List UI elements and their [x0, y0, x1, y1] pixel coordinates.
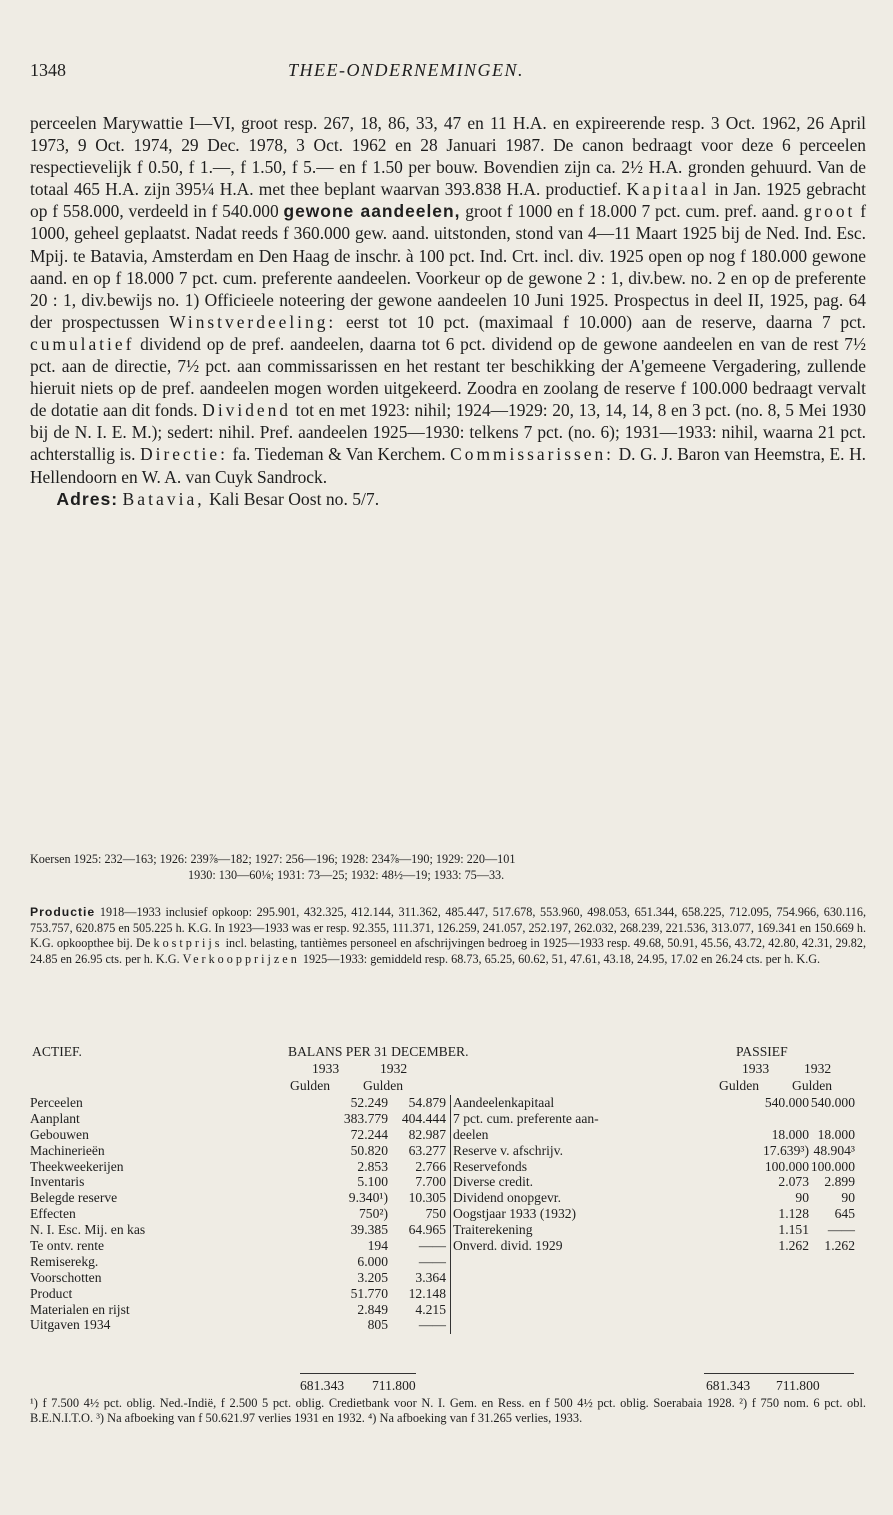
- value-1933: 5.100: [357, 1174, 388, 1190]
- row-label: deelen: [453, 1126, 489, 1142]
- balance-row: [30, 1095, 446, 1111]
- commissarissen-heading: Commissarissen:: [450, 444, 615, 465]
- value-1932: 82.987: [408, 1126, 446, 1142]
- year-col: 1932: [380, 1061, 408, 1076]
- row-label: 7 pct. cum. preferente aan-: [453, 1110, 599, 1126]
- value-1933: 805: [367, 1317, 388, 1333]
- text-run: perceelen Marywattie I—VI, groot resp. 267, 18, 86, 33, 47 en 11 H.A. en expireerende resp. 3 Oct. 1962, 26 April 1973, 9 Oct. 1974, 29 Dec. 1978, 3 Oct. 1962 en 28 Januari 1987. De canon bedraagt voor deze 6 perceelen respectievelijk f 0.50, f 1.—, f 1.50, f 5.— en f 1.50 per bouw. Bovendien zijn ca. 2½ H.A. gronden gehuurd. Van de totaal 465 H.A. zijn 395¼ H.A. met thee beplant waarvan 393.838 H.A. productief.: [30, 113, 866, 200]
- value-1933: 1.151: [778, 1222, 809, 1238]
- row-label: Perceelen: [30, 1095, 83, 1110]
- koersen-line: 1930: 130—60⅛; 1931: 73—25; 1932: 48½—19; 1933: 75—33.: [188, 867, 505, 882]
- value-1932: 3.364: [415, 1269, 446, 1285]
- balance-row: [30, 1317, 446, 1333]
- text-run: 1918—1933 inclusief opkoop: 295.901, 432.325, 412.144, 311.362, 485.447, 517.678, 553.960, 498.053, 651.344, 658.225, 712.095, 754.966, 630.116, 753.757, 620.875 en 505.225 h. K.G. In 1923—1933 was er resp. 92.355, 111.371, 126.259, 241.057, 252.197, 262.032, 268.239, 221.536, 313.077, 169.341 en 150.669 h. K.G. opkoopthee bij. De: [30, 905, 867, 951]
- balance-row: [30, 1254, 446, 1270]
- row-label: Gebouwen: [30, 1126, 89, 1142]
- row-label: Diverse credit.: [453, 1174, 534, 1190]
- groot-heading: groot: [803, 201, 856, 222]
- row-label: N. I. Esc. Mij. en kas: [30, 1222, 146, 1238]
- balance-row: [30, 1270, 446, 1286]
- balance-row: [451, 1222, 867, 1238]
- row-label: Reservefonds: [453, 1158, 527, 1174]
- text-run: dividend op de pref. aandeelen, daarna tot 6 pct. dividend op de gewone aandeelen en van de rest 7½ pct. aan de directie, 7½ pct. aan commissarissen en het restant ter beschikking der A'gemeene Vergadering, zullende hieruit niets op de pref. aandeelen mogen worden uitgekeerd. Zoodra en zoolang de reserve f 100.000 bedraagt vervalt de dotatie aan dit fonds.: [30, 333, 866, 421]
- total-rule: [704, 1373, 854, 1374]
- row-label: Aanplant: [30, 1110, 80, 1126]
- value-1933: 52.249: [350, 1095, 388, 1110]
- value-1933: 3.205: [357, 1269, 388, 1285]
- productie-block: [30, 905, 866, 967]
- total-rule: [300, 1373, 416, 1374]
- value-1933: 90: [795, 1190, 809, 1206]
- gewone-aandeelen-heading: gewone aandeelen,: [283, 201, 461, 222]
- balance-row: [451, 1206, 867, 1222]
- text-run: in Jan. 1925 gebracht op f 558.000, verdeeld in f 540.000: [30, 179, 866, 222]
- value-1933: 100.000: [764, 1158, 809, 1174]
- dividend-heading: Dividend: [202, 400, 292, 421]
- cumulatief-heading: cumulatief: [30, 333, 135, 354]
- actief-label: ACTIEF.: [32, 1044, 82, 1059]
- row-label: Oogstjaar 1933 (1932): [453, 1206, 577, 1222]
- row-label: Aandeelenkapitaal: [453, 1095, 555, 1110]
- value-1932: 4.215: [415, 1301, 446, 1317]
- value-1932: 540.000: [810, 1095, 855, 1110]
- value-1933: 17.639³): [763, 1142, 809, 1158]
- value-1932: 1.262: [824, 1238, 855, 1254]
- balance-row: [451, 1127, 867, 1143]
- value-1933: 750²): [359, 1206, 388, 1222]
- value-1933: 50.820: [350, 1142, 388, 1158]
- value-1932: 404.444: [401, 1110, 446, 1126]
- winstverdeeling-heading: Winstverdeeling:: [169, 311, 337, 332]
- balance-row: [30, 1174, 446, 1190]
- actief-list: [30, 1095, 446, 1334]
- balance-row: [451, 1174, 867, 1190]
- unit-col: Gulden: [719, 1078, 760, 1093]
- unit-col: Gulden: [363, 1078, 404, 1093]
- value-1932: 12.148: [408, 1285, 446, 1301]
- value-1932: 54.879: [408, 1095, 446, 1110]
- text-run: incl. belasting, tantièmes personeel en afschrijvingen bedroeg in 1925—1933 resp. 49.68, 50.91, 45.56, 43.72, 42.80, 42.31, 29.82, 24.85 en 26.95 cts. per h. K.G.: [30, 936, 867, 966]
- row-label: Inventaris: [30, 1174, 85, 1190]
- total-actief-1932: 711.800: [372, 1378, 416, 1393]
- row-label: Voorschotten: [30, 1269, 102, 1285]
- balance-row: [30, 1143, 446, 1159]
- productie-label: Productie: [30, 905, 96, 919]
- passief-label: PASSIEF: [736, 1044, 788, 1059]
- balance-row: [451, 1159, 867, 1175]
- row-label: Theekweekerijen: [30, 1158, 124, 1174]
- value-1932: 18.000: [817, 1126, 855, 1142]
- adres-label: Adres:: [56, 488, 119, 509]
- row-label: Reserve v. afschrijv.: [453, 1142, 563, 1158]
- total-actief-1933: 681.343: [300, 1378, 345, 1393]
- balance-sheet: [30, 1044, 866, 1333]
- text-run: f 1000, geheel geplaatst. Nadat reeds f 360.000 gew. aand. uitstonden, stond van 4—11 Maart 1925 bij de Ned. Ind. Esc. Mpij. te Batavia, Amsterdam en Den Haag de inschr. à 100 pct. Ind. Crt. incl. div. 1925 open op nog f 180.000 gewone aand. en op f 18.000 7 pct. cum. preferente aandeelen. Voorkeur op de gewone 2 : 1, div.bew. no. 2 en op de preferente 20 : 1, div.bewijs no. 1) Officieele noteering der gewone aandeelen 10 Juni 1925. Prospectus in deel II, 1925, pag. 64 der prospectussen: [30, 201, 866, 332]
- row-label: Te ontv. rente: [30, 1238, 105, 1254]
- value-1932: ——: [418, 1317, 446, 1333]
- verkoopprijzen-heading: Verkoopprijzen: [182, 951, 300, 966]
- directie-heading: Directie:: [140, 444, 228, 465]
- address-line: [30, 488, 866, 510]
- year-col: 1933: [312, 1061, 340, 1076]
- balance-row: [30, 1238, 446, 1254]
- unit-col: Gulden: [290, 1078, 331, 1093]
- body-paragraph: [30, 112, 866, 488]
- unit-col: Gulden: [792, 1078, 833, 1093]
- running-title: THEE-ONDERNEMINGEN.: [288, 60, 524, 80]
- value-1932: 48.904³: [813, 1142, 855, 1158]
- value-1933: 1.262: [778, 1238, 809, 1254]
- koersen-block: [30, 852, 866, 883]
- page-header: [30, 54, 866, 88]
- balance-row: [30, 1222, 446, 1238]
- text-run: groot f 1000 en f 18.000 7 pct. cum. pref. aand.: [465, 201, 799, 222]
- row-label: Belegde reserve: [30, 1190, 118, 1206]
- main-text: [30, 112, 866, 510]
- value-1932: 63.277: [408, 1142, 446, 1158]
- row-label: Onverd. divid. 1929: [453, 1238, 563, 1254]
- balance-row: [30, 1206, 446, 1222]
- value-1932: 750: [425, 1206, 446, 1222]
- year-col: 1933: [742, 1061, 770, 1076]
- value-1933: 51.770: [350, 1285, 388, 1301]
- koersen-line: Koersen 1925: 232—163; 1926: 239⅞—182; 1927: 256—196; 1928: 234⅞—190; 1929: 220—101: [30, 852, 516, 866]
- row-label: Product: [30, 1285, 73, 1301]
- row-label: Materialen en rijst: [30, 1301, 130, 1317]
- row-label: Traiterekening: [453, 1222, 533, 1238]
- value-1932: ——: [418, 1253, 446, 1269]
- balance-row: [30, 1286, 446, 1302]
- value-1933: 18.000: [771, 1126, 809, 1142]
- year-col: 1932: [804, 1061, 832, 1076]
- value-1933: 9.340¹): [348, 1190, 388, 1206]
- balance-row: [451, 1111, 867, 1127]
- row-label: Remiserekg.: [30, 1253, 99, 1269]
- total-passief-1932: 711.800: [776, 1378, 820, 1393]
- balance-row: [30, 1302, 446, 1318]
- balance-row: [451, 1143, 867, 1159]
- value-1933: 72.244: [350, 1126, 388, 1142]
- text-run: 1925—1933: gemiddeld resp. 68.73, 65.25, 60.62, 51, 47.61, 43.18, 24.95, 17.02 en 26.24 cts. per h. K.G.: [302, 951, 821, 966]
- value-1932: 64.965: [408, 1222, 446, 1238]
- value-1933: 383.779: [343, 1110, 388, 1126]
- value-1932: 90: [841, 1190, 855, 1206]
- footnotes: ¹) f 7.500 4½ pct. oblig. Ned.-Indië, f 2.500 5 pct. oblig. Credietbank voor N. I. Gem. en Ress. en f 500 4½ pct. oblig. Soerabaia 1928. ²) f 750 nom. 6 pct. obl. B.E.N.I.T.O. ³) Na afboeking van f 50.621.97 verlies 1931 en 1932. ⁴) Na afboeking van f 31.265 verlies, 1933.: [30, 1396, 866, 1425]
- text-run: fa. Tiedeman & Van Kerchem.: [232, 444, 446, 465]
- balance-row: [30, 1111, 446, 1127]
- value-1932: ——: [827, 1222, 855, 1238]
- value-1932: ——: [418, 1238, 446, 1254]
- value-1933: 194: [367, 1238, 388, 1254]
- value-1932: 645: [834, 1206, 855, 1222]
- balance-row: [451, 1095, 867, 1111]
- value-1933: 2.073: [778, 1174, 809, 1190]
- kapitaal-heading: Kapitaal: [626, 179, 710, 200]
- value-1933: 1.128: [778, 1206, 809, 1222]
- row-label: Dividend onopgevr.: [453, 1190, 561, 1206]
- balance-row: [451, 1190, 867, 1206]
- total-passief-1933: 681.343: [706, 1378, 751, 1393]
- kostprijs-heading: kostprijs: [153, 936, 223, 951]
- text-run: tot en met 1923: nihil; 1924—1929: 20, 13, 14, 14, 8 en 3 pct. (no. 8, 5 Mei 1930 bij de N. I. E. M.); sedert: nihil. Pref. aandeelen 1925—1930: telkens 7 pct. (no. 6); 1931—1933: nihil, waarna 21 pct. achterstallig is.: [30, 400, 866, 465]
- balance-row: [30, 1159, 446, 1175]
- value-1933: 39.385: [350, 1222, 388, 1238]
- balance-header: [30, 1044, 866, 1061]
- balance-row: [30, 1127, 446, 1143]
- balance-title: BALANS PER 31 DECEMBER.: [288, 1044, 469, 1059]
- row-label: Effecten: [30, 1206, 76, 1222]
- passief-list: [450, 1095, 867, 1334]
- unit-header: [30, 1078, 866, 1095]
- value-1932: 10.305: [408, 1190, 446, 1206]
- adres-street: Kali Besar Oost no. 5/7.: [209, 488, 380, 509]
- value-1932: 7.700: [415, 1174, 446, 1190]
- balance-row: [30, 1190, 446, 1206]
- value-1933: 2.849: [357, 1301, 388, 1317]
- value-1932: 2.766: [415, 1158, 446, 1174]
- year-header: [30, 1061, 866, 1078]
- value-1933: 540.000: [764, 1095, 809, 1110]
- text-run: eerst tot 10 pct. (maximaal f 10.000) aan de reserve, daarna 7 pct.: [345, 311, 866, 332]
- value-1933: 2.853: [357, 1158, 388, 1174]
- page-number: 1348: [30, 60, 66, 80]
- adres-city: Batavia,: [122, 488, 205, 509]
- value-1933: 6.000: [357, 1253, 388, 1269]
- value-1932: 100.000: [810, 1158, 855, 1174]
- value-1932: 2.899: [824, 1174, 855, 1190]
- row-label: Uitgaven 1934: [30, 1317, 111, 1333]
- text-run: D. G. J. Baron van Heemstra, E. H. Hellendoorn en W. A. van Cuyk Sandrock.: [30, 444, 866, 487]
- balance-row: [451, 1238, 867, 1254]
- row-label: Machinerieën: [30, 1142, 105, 1158]
